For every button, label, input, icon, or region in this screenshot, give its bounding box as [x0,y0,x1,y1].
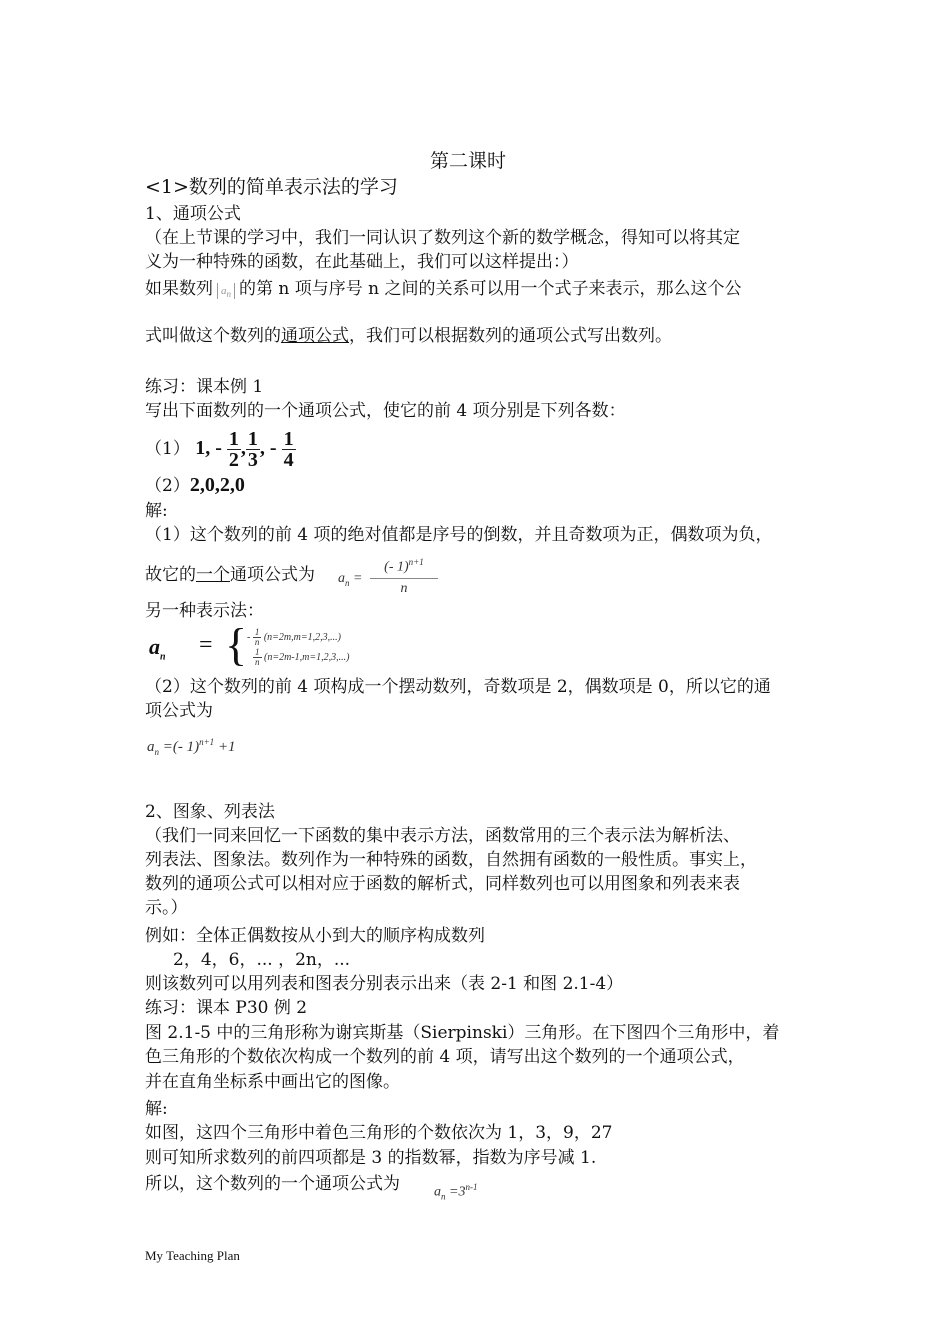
alt-representation-label: 另一种表示法： [145,601,264,621]
general-term-formula-term: 通项公式 [281,326,349,346]
question-1-sequence: 1, - $\frac{1}{2}$ , $\frac{1}{3}$ , - $\frac{1}{4}$ [195,427,294,471]
answer-3-line-2: 则可知所求数列的前四项都是 3 的指数幂，指数为序号减 1. [145,1148,597,1168]
s2-paragraph-line-2: 列表法、图象法。数列作为一种特殊的函数，自然拥有函数的一般性质。事实上， [145,850,757,870]
piecewise-formula: $a_n$ = { - $\frac{1}{n}$ (n=2m,m=1,2,3,...) $\frac{1}{n}$ (n=2m-1,m=1,2,3,...) [149,619,350,670]
exercise-2-line-1: 图 2.1-5 中的三角形称为谢宾斯基（Sierpinski）三角形。在下图四个三角形中，着 [145,1023,780,1043]
question-2-label: （2） [145,476,190,496]
s2-heading: 2、图象、列表法 [145,802,275,822]
s1-intro-line-2: 义为一种特殊的函数，在此基础上，我们可以这样提出：） [145,252,579,272]
page-footer: My Teaching Plan [145,1248,240,1263]
sequence-an-formula: $a_n$ [217,283,235,299]
s1-heading: 1、通项公式 [145,204,241,224]
exercise-2-line-2: 色三角形的个数依次构成一个数列的前 4 项，请写出这个数列的一个通项公式， [145,1047,745,1067]
answer-3-line-3: 所以，这个数列的一个通项公式为 [145,1174,400,1194]
answer-2-line-1: （2）这个数列的前 4 项构成一个摆动数列，奇数项是 2，偶数项是 0，所以它的通 [145,677,771,697]
answer-1-line-1: （1）这个数列的前 4 项的绝对值都是序号的倒数，并且奇数项为正，偶数项为负， [145,525,773,545]
definition-line-2: 式叫做这个数列的通项公式，我们可以根据数列的通项公式写出数列。 [145,326,672,346]
page-title: 第二课时 [430,150,507,172]
definition-line-1 [145,278,742,305]
example-sequence: 2，4，6，... ，2n，... [173,950,351,970]
example-note: 则该数列可以用列表和图表分别表示出来（表 2-1 和图 2.1-4） [145,974,624,994]
exercise-1-task: 写出下面数列的一个通项公式，使它的前 4 项分别是下列各数： [145,401,626,421]
solution-2-label: 解: [145,1099,168,1119]
question-1 [145,426,296,470]
example-intro: 例如：全体正偶数按从小到大的顺序构成数列 [145,926,485,946]
answer-1-line-2: 故它的一个通项公式为 [145,565,315,585]
s1-intro-line-1: （在上节课的学习中，我们一同认识了数列这个新的数学概念，得知可以将其定 [145,228,740,248]
answer-1-formula: $a_n$ = $\frac{(- 1)^{n+1}}{n}$ [338,552,438,599]
piecewise-case-1: (n=2m,m=1,2,3,...) [263,631,341,643]
answer-3-line-1: 如图，这四个三角形中着色三角形的个数依次为 1，3，9，27 [145,1123,613,1143]
exercise-2-label: 练习：课本 P30 例 2 [145,998,308,1018]
exercise-1-label: 练习：课本例 1 [145,377,264,397]
question-1-label: （1） [145,439,190,459]
exercise-2-line-3: 并在直角坐标系中画出它的图像。 [145,1072,400,1092]
piecewise-case-2: (n=2m-1,m=1,2,3,...) [264,651,350,663]
question-2 [145,474,245,497]
s2-paragraph-line-1: （我们一同来回忆一下函数的集中表示方法，函数常用的三个表示法为解析法、 [145,826,740,846]
answer-2-line-2: 项公式为 [145,701,213,721]
solution-1-label: 解: [145,501,168,521]
definition-prefix: 如果数列 [145,279,213,299]
answer-2-formula: $a_n$ =(- 1)$^{n+1}$ +1 [147,737,236,757]
s2-paragraph-line-3: 数列的通项公式可以相对应于函数的解析式，同样数列也可以用图象和列表来表 [145,874,740,894]
question-2-sequence: 2,0,2,0 [189,474,245,496]
s2-paragraph-line-4: 示。） [145,898,188,918]
definition-suffix: 的第 n 项与序号 n 之间的关系可以用一个式子来表示，那么这个公 [239,279,742,299]
answer-3-formula: $a_n =3^{n-1}$ [434,1182,478,1202]
section-heading: <1>数列的简单表示法的学习 [145,176,398,198]
